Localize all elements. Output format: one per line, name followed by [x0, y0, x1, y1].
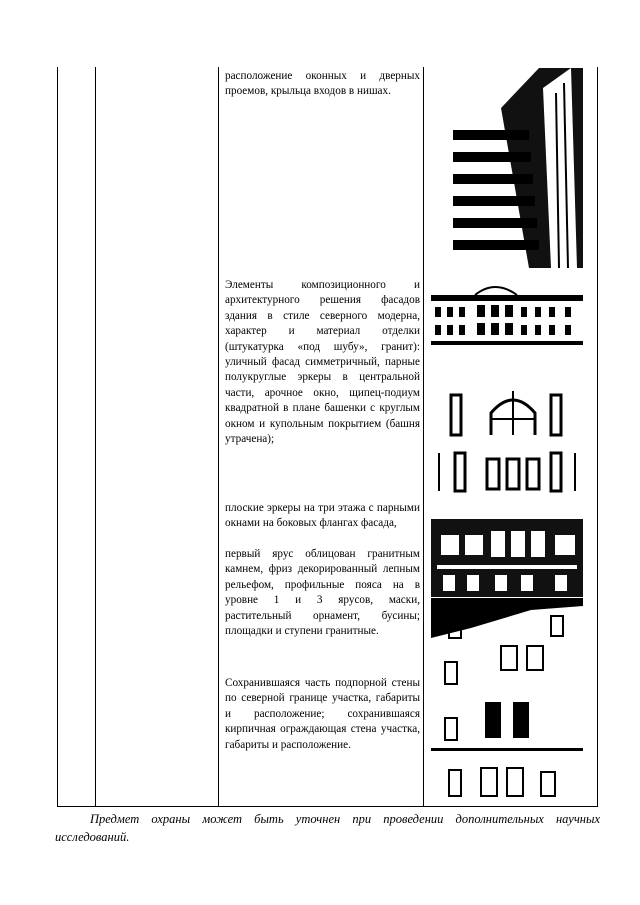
cell-text-facade-composition: Элементы композиционного и архитектурного решения фасадов здания в стиле северного модерна, характер и материал отделки (штукатурка «под шубу», гранит): уличный фасад симметричный, парные полукруглые эркеры в центральной части, арочное окно, щипец-подиум квадратной в плане башенки с круглым окном и купольным покрытием (башня утрачена); [225, 279, 420, 446]
footer-note: Предмет охраны может быть уточнен при проведении дополнительных научных исследований. [55, 812, 600, 844]
photo-street-facade [431, 277, 583, 357]
photo-bay-windows [431, 519, 583, 597]
cell-text-flat-bay-windows: плоские эркеры на три этажа с парными окнами на боковых флангах фасада, [225, 502, 420, 530]
photo-facade-windows [431, 598, 583, 800]
cell-text-layout: расположение оконных и дверных проемов, крыльца входов в нишах. [225, 70, 420, 98]
cell-text-first-tier: первый ярус облицован гранитным камнем, фриз декорированный лепным рельефом, профильные пояса на в уровне 1 и 3 ярусов, маски, растительный орнамент, бусины; площадки и ступени гранитные. [225, 548, 420, 638]
photo-facade-perspective [431, 68, 583, 268]
cell-text-retaining-wall: Сохранившаяся часть подпорной стены по северной границе участка, габариты и расположение; сохранившаяся кирпичная ограждающая стена участка, габариты и расположение. [225, 677, 420, 751]
photo-facade-drawing [431, 383, 583, 495]
